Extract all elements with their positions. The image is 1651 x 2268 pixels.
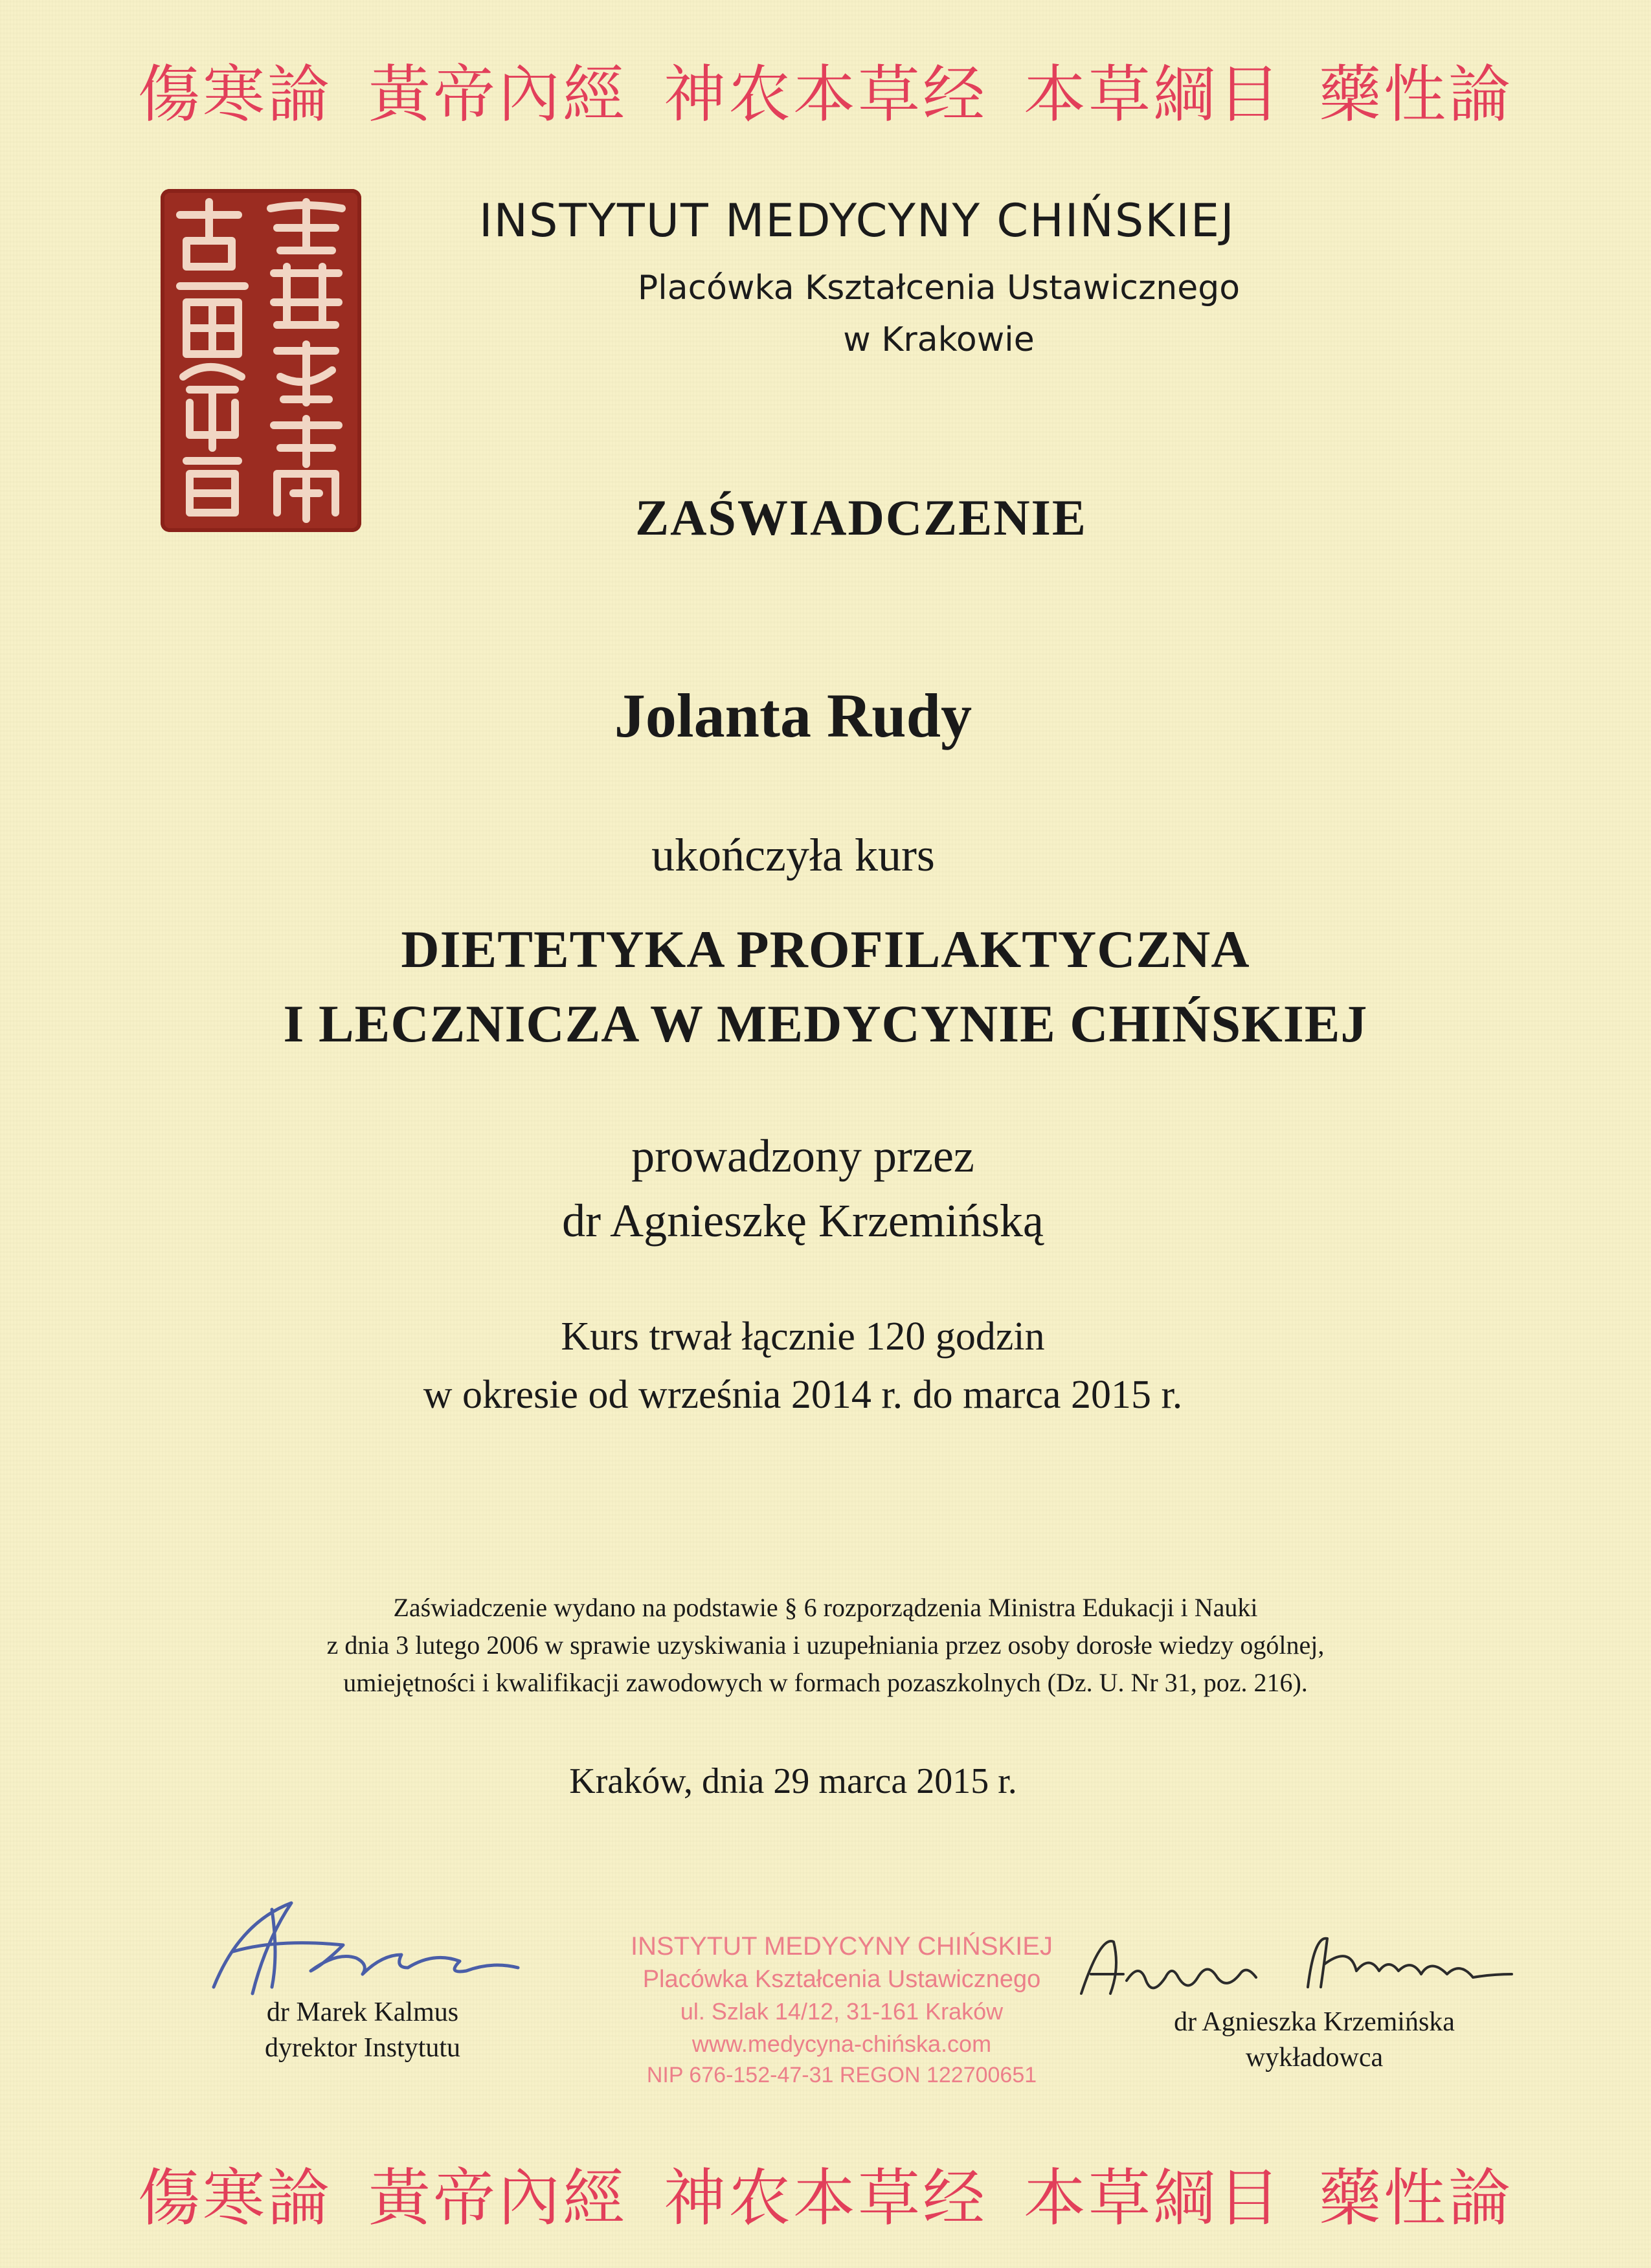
chinese-title: 本草綱目: [1024, 58, 1283, 131]
stamp-line-4: www.medycyna-chińska.com: [691, 2030, 992, 2057]
institute-seal: [161, 189, 361, 532]
seal-graphic: [161, 189, 361, 532]
chinese-title: 藥性論: [1319, 58, 1513, 131]
lecturer-name: dr Agnieszka Krzemińska: [1174, 2007, 1455, 2037]
duration-line-2: w okresie od września 2014 r. do marca 2015 r.: [423, 1373, 1183, 1417]
recipient-name: Jolanta Rudy: [614, 681, 972, 750]
chinese-title: 神农本草经: [664, 58, 987, 131]
chinese-band-bottom: [0, 2149, 1651, 2238]
director-signature: [194, 1890, 531, 2013]
chinese-title: 本草綱目: [1024, 2162, 1283, 2234]
stamp-line-1: INSTYTUT MEDYCYNY CHIŃSKIEJ: [631, 1932, 1053, 1961]
chinese-band-top: [0, 45, 1651, 134]
course-title-line-1: DIETETYKA PROFILAKTYCZNA: [401, 920, 1250, 979]
institute-name: INSTYTUT MEDYCYNY CHIŃSKIEJ: [479, 194, 1235, 247]
place-date: Kraków, dnia 29 marca 2015 r.: [569, 1761, 1017, 1801]
institute-city: w Krakowie: [843, 320, 1035, 359]
document-title: ZAŚWIADCZENIE: [635, 489, 1087, 546]
legal-basis-line-3: umiejętności i kwalifikacji zawodowych w formach pozaszkolnych (Dz. U. Nr 31, poz. 216).: [343, 1668, 1308, 1697]
director-name: dr Marek Kalmus: [266, 1997, 459, 2027]
lecturer-role: wykładowca: [1245, 2043, 1384, 2073]
chinese-title: 傷寒論: [138, 58, 332, 131]
institute-subtitle: Placówka Kształcenia Ustawicznego: [637, 269, 1241, 307]
chinese-title: 神农本草经: [664, 2162, 987, 2234]
legal-basis-line-2: z dnia 3 lutego 2006 w sprawie uzyskiwania i uzupełniania przez osoby dorosłe wiedzy ogólnej,: [326, 1630, 1325, 1660]
duration-line-1: Kurs trwał łącznie 120 godzin: [561, 1315, 1045, 1359]
stamp-line-3: ul. Szlak 14/12, 31-161 Kraków: [680, 1998, 1004, 2025]
chinese-title: 藥性論: [1319, 2162, 1513, 2234]
chinese-title: 黃帝內經: [368, 58, 627, 131]
chinese-title: 傷寒論: [138, 2162, 332, 2234]
chinese-title: 黃帝內經: [368, 2162, 627, 2234]
completed-text: ukończyła kurs: [651, 829, 935, 881]
led-by-text: prowadzony przez: [631, 1130, 974, 1182]
course-title-line-2: I LECZNICZA W MEDYCYNIE CHIŃSKIEJ: [283, 994, 1368, 1053]
stamp-line-2: Placówka Kształcenia Ustawicznego: [642, 1966, 1041, 1993]
legal-basis-line-1: Zaświadczenie wydano na podstawie § 6 rozporządzenia Ministra Edukacji i Nauki: [393, 1593, 1258, 1622]
instructor-name: dr Agnieszkę Krzemińską: [562, 1195, 1044, 1247]
stamp-line-5: NIP 676-152-47-31 REGON 122700651: [646, 2063, 1037, 2087]
lecturer-signature: [1068, 1929, 1560, 2007]
director-role: dyrektor Instytutu: [264, 2033, 461, 2063]
